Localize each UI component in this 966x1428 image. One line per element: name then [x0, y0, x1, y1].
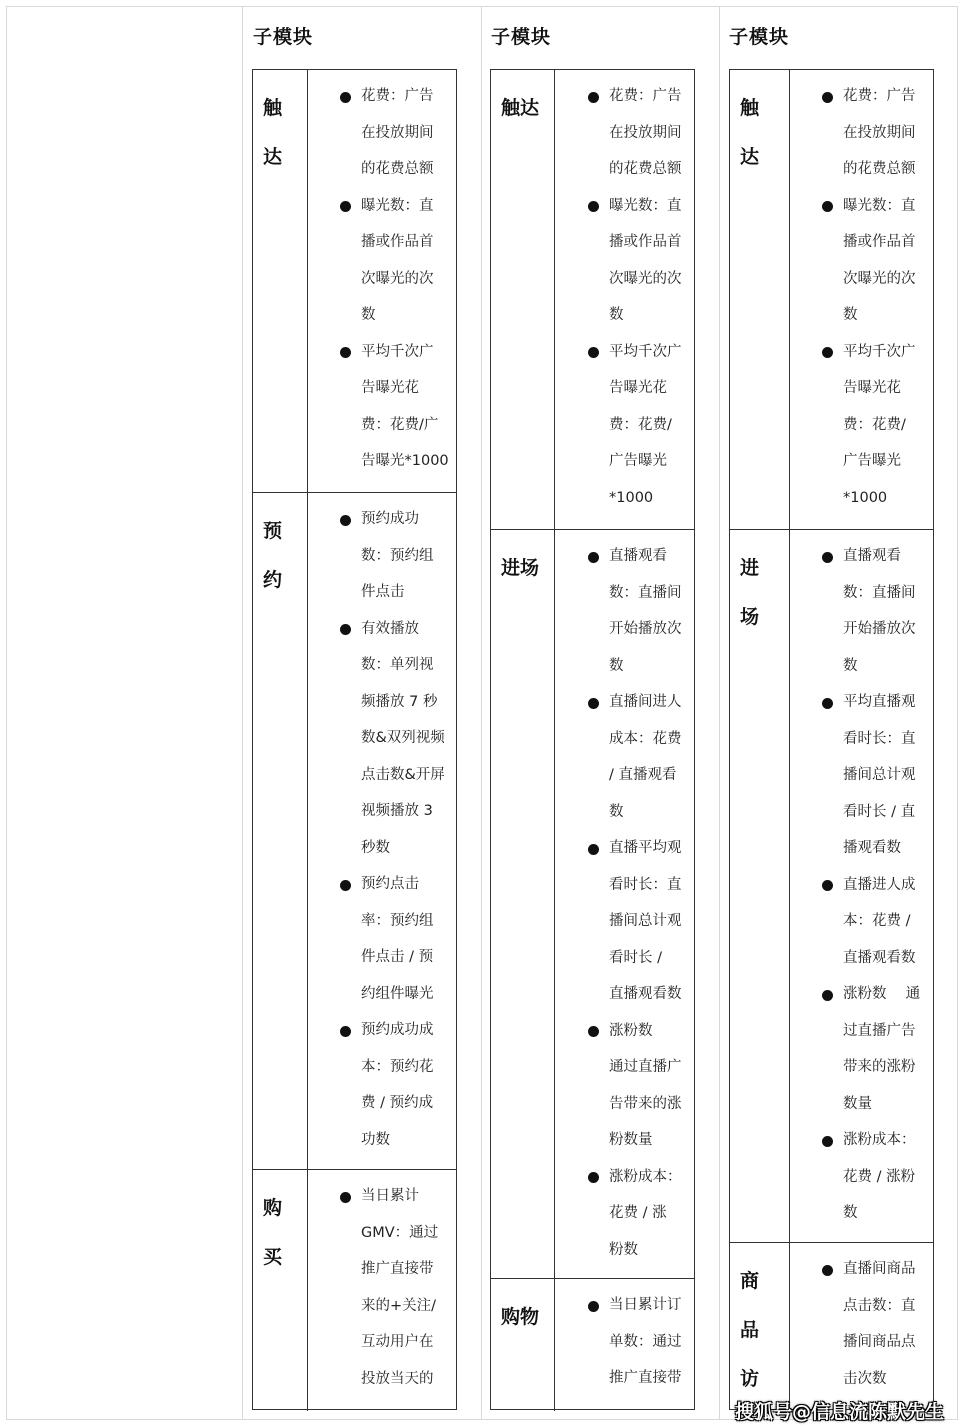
metric-text-line: 看时长：直	[843, 730, 916, 747]
metric-text-line: 单数：通过	[609, 1333, 682, 1350]
section-label: 触达	[263, 97, 283, 168]
submodule-table-3	[729, 69, 934, 1410]
metric-text-line: 视频播放 3	[361, 803, 433, 819]
metric-item: 直播进人成	[843, 867, 920, 904]
metric-item: 涨粉数 通	[843, 976, 920, 1013]
metric-text-line: 开始播放次	[609, 621, 682, 637]
metric-item: 直播观看	[843, 538, 920, 575]
metric-item: 平均千次广	[361, 334, 449, 371]
metric-text-line: 件点击	[361, 584, 405, 600]
metric-text-line: 看时长 /	[609, 949, 662, 966]
metric-text-line: 次曝光的次	[843, 270, 916, 287]
metric-text-line: GMV：通过	[361, 1224, 439, 1241]
metric-item: 曝光数：直	[609, 188, 682, 225]
metric-text-line: 推广直接带	[609, 1370, 682, 1386]
metric-text-line: 告曝光*1000	[361, 453, 449, 469]
metric-text-line: 频播放 7 秒	[361, 693, 438, 710]
metric-item: 平均直播观	[843, 684, 920, 721]
metric-item: 当日累计订	[609, 1287, 682, 1324]
section-label-cell	[491, 70, 555, 529]
metric-list	[609, 1287, 682, 1397]
metric-item: 有效播放	[361, 611, 445, 648]
metric-item: 涨粉成本：	[843, 1122, 920, 1159]
metric-text-line: *1000	[609, 489, 654, 506]
metric-item: 预约成功成	[361, 1012, 445, 1049]
metric-item: 当日累计	[361, 1178, 438, 1215]
metric-item: 花费：广告	[609, 78, 682, 115]
section-label-cell	[730, 70, 790, 529]
section-row	[253, 70, 456, 492]
metric-text-line: 件点击 / 预	[361, 949, 434, 965]
metric-text-line: 互动用户在	[361, 1334, 434, 1350]
metric-text-line: 次曝光的次	[361, 270, 434, 287]
metric-text-line: 数	[843, 657, 858, 674]
metric-text-line: 带来的涨粉	[843, 1059, 916, 1075]
metric-text-line: 秒数	[361, 839, 390, 856]
metric-text-line: 播观看数	[843, 840, 901, 856]
section-label-cell	[253, 493, 308, 1169]
column-title: 子模块	[253, 26, 314, 48]
metric-text-line: 过直播广告	[843, 1022, 916, 1039]
metric-text-line: 数	[609, 803, 624, 820]
metric-text-line: 播间总计观	[609, 913, 682, 929]
metric-text-line: 次曝光的次	[609, 270, 682, 287]
metric-text-line: 粉数	[609, 1241, 638, 1258]
column-divider	[719, 6, 720, 1420]
section-label: 触达	[740, 97, 760, 168]
metric-text-line: 本：花费 /	[843, 913, 911, 929]
metric-text-line: 数	[609, 657, 624, 674]
section-label: 触达	[501, 97, 540, 119]
metric-item: 直播平均观	[609, 830, 682, 867]
metric-list	[609, 78, 682, 516]
metric-text-line: 告曝光花	[361, 380, 419, 396]
section-row	[491, 1278, 694, 1411]
section-label: 进场	[501, 557, 540, 579]
metric-item: 曝光数：直	[361, 188, 449, 225]
metric-item: 平均千次广	[609, 334, 682, 371]
metric-item: 涨粉成本：	[609, 1159, 682, 1196]
metric-text-line: 在投放期间	[361, 124, 434, 141]
section-label: 预约	[263, 520, 283, 591]
metric-list	[361, 1178, 438, 1397]
metric-text-line: 的花费总额	[843, 161, 916, 177]
metric-text-line: 击次数	[843, 1370, 887, 1387]
metric-text-line: 费：花费/	[843, 416, 906, 433]
metric-text-line: 告曝光花	[843, 380, 901, 396]
metric-text-line: 花费 / 涨粉	[843, 1168, 916, 1185]
metric-text-line: 告带来的涨	[609, 1095, 682, 1112]
metric-text-line: 花费 / 涨	[609, 1205, 667, 1221]
section-row	[730, 70, 933, 529]
metric-text-line: 数	[361, 307, 376, 323]
metric-item: 直播间商品	[843, 1251, 916, 1288]
section-row	[253, 492, 456, 1169]
metric-item: 预约成功	[361, 501, 445, 538]
metric-text-line: 数	[843, 307, 858, 323]
submodule-table-2	[490, 69, 695, 1410]
metric-item: 花费：广告	[361, 78, 449, 115]
metric-text-line: 数：直播间	[843, 584, 916, 601]
metric-text-line: 功数	[361, 1131, 390, 1148]
metric-text-line: 播间商品点	[843, 1334, 916, 1350]
metric-list	[843, 78, 916, 516]
column-divider	[481, 6, 482, 1420]
metric-item: 直播观看	[609, 538, 682, 575]
submodule-table-1	[252, 69, 457, 1410]
metric-text-line: 约组件曝光	[361, 985, 434, 1002]
column-title: 子模块	[491, 26, 552, 48]
section-label: 购买	[263, 1197, 283, 1268]
section-row	[253, 1169, 456, 1411]
metric-text-line: 告曝光花	[609, 380, 667, 396]
metric-text-line: 直播观看数	[843, 949, 916, 966]
metric-text-line: *1000	[843, 489, 888, 506]
metric-text-line: 费：花费/	[609, 416, 672, 433]
section-label-cell	[253, 70, 308, 492]
metric-text-line: 播或作品首	[843, 234, 916, 250]
metric-list	[843, 1251, 916, 1397]
section-label: 购物	[501, 1306, 540, 1328]
metric-item: 预约点击	[361, 866, 445, 903]
metric-text-line: 在投放期间	[843, 124, 916, 141]
column-title: 子模块	[729, 26, 790, 48]
section-label: 进场	[740, 557, 760, 628]
metric-text-line: 费：花费/广	[361, 416, 439, 433]
metric-text-line: 点击数：直	[843, 1297, 916, 1314]
metric-text-line: 数：直播间	[609, 584, 682, 601]
metric-text-line: / 直播观看	[609, 767, 677, 783]
metric-text-line: 播或作品首	[361, 234, 434, 250]
section-row	[491, 70, 694, 529]
metric-list	[361, 78, 449, 480]
metric-text-line: 的花费总额	[609, 161, 682, 177]
metric-text-line: 数量	[843, 1095, 872, 1112]
metric-item: 花费：广告	[843, 78, 916, 115]
metric-item: 直播间进人	[609, 684, 682, 721]
metric-text-line: 数：预约组	[361, 547, 434, 564]
metric-text-line: 数	[609, 307, 624, 323]
metric-text-line: 广告曝光	[843, 453, 901, 469]
metric-item: 平均千次广	[843, 334, 916, 371]
metric-item: 曝光数：直	[843, 188, 916, 225]
metric-text-line: 的花费总额	[361, 161, 434, 177]
column-divider	[242, 6, 243, 1420]
metric-text-line: 数：单列视	[361, 657, 434, 673]
section-label-cell	[491, 530, 555, 1278]
section-label-cell	[730, 1243, 790, 1411]
metric-list	[843, 538, 920, 1232]
section-label-cell	[253, 1170, 308, 1411]
metric-list	[361, 501, 445, 1158]
metric-text-line: 广告曝光	[609, 453, 667, 469]
metric-text-line: 直播观看数	[609, 986, 682, 1002]
metric-text-line: 数&双列视频	[361, 730, 445, 746]
metric-text-line: 率：预约组	[361, 912, 434, 929]
metric-text-line: 播间总计观	[843, 767, 916, 783]
metric-text-line: 通过直播广	[609, 1059, 682, 1075]
metric-text-line: 在投放期间	[609, 124, 682, 141]
metric-text-line: 播或作品首	[609, 234, 682, 250]
section-row	[730, 529, 933, 1242]
section-label-cell	[730, 530, 790, 1242]
metric-text-line: 数	[843, 1205, 858, 1221]
metric-text-line: 开始播放次	[843, 621, 916, 637]
metric-text-line: 点击数&开屏	[361, 766, 445, 783]
section-row	[730, 1242, 933, 1411]
metric-list	[609, 538, 682, 1268]
metric-text-line: 投放当天的	[361, 1370, 434, 1387]
metric-item: 涨粉数	[609, 1013, 682, 1050]
source-watermark: 搜狐号@信息流陈默先生	[734, 1401, 944, 1423]
metric-text-line: 费 / 预约成	[361, 1095, 434, 1111]
section-label-cell	[491, 1279, 555, 1411]
section-row	[491, 529, 694, 1278]
metric-text-line: 来的+关注/	[361, 1297, 437, 1314]
metric-text-line: 本：预约花	[361, 1058, 434, 1075]
section-label: 商品访	[740, 1270, 760, 1390]
metric-text-line: 看时长 / 直	[843, 803, 916, 820]
metric-text-line: 看时长：直	[609, 876, 682, 893]
metric-text-line: 粉数量	[609, 1132, 653, 1148]
metric-text-line: 推广直接带	[361, 1261, 434, 1277]
metric-text-line: 成本：花费	[609, 730, 682, 747]
